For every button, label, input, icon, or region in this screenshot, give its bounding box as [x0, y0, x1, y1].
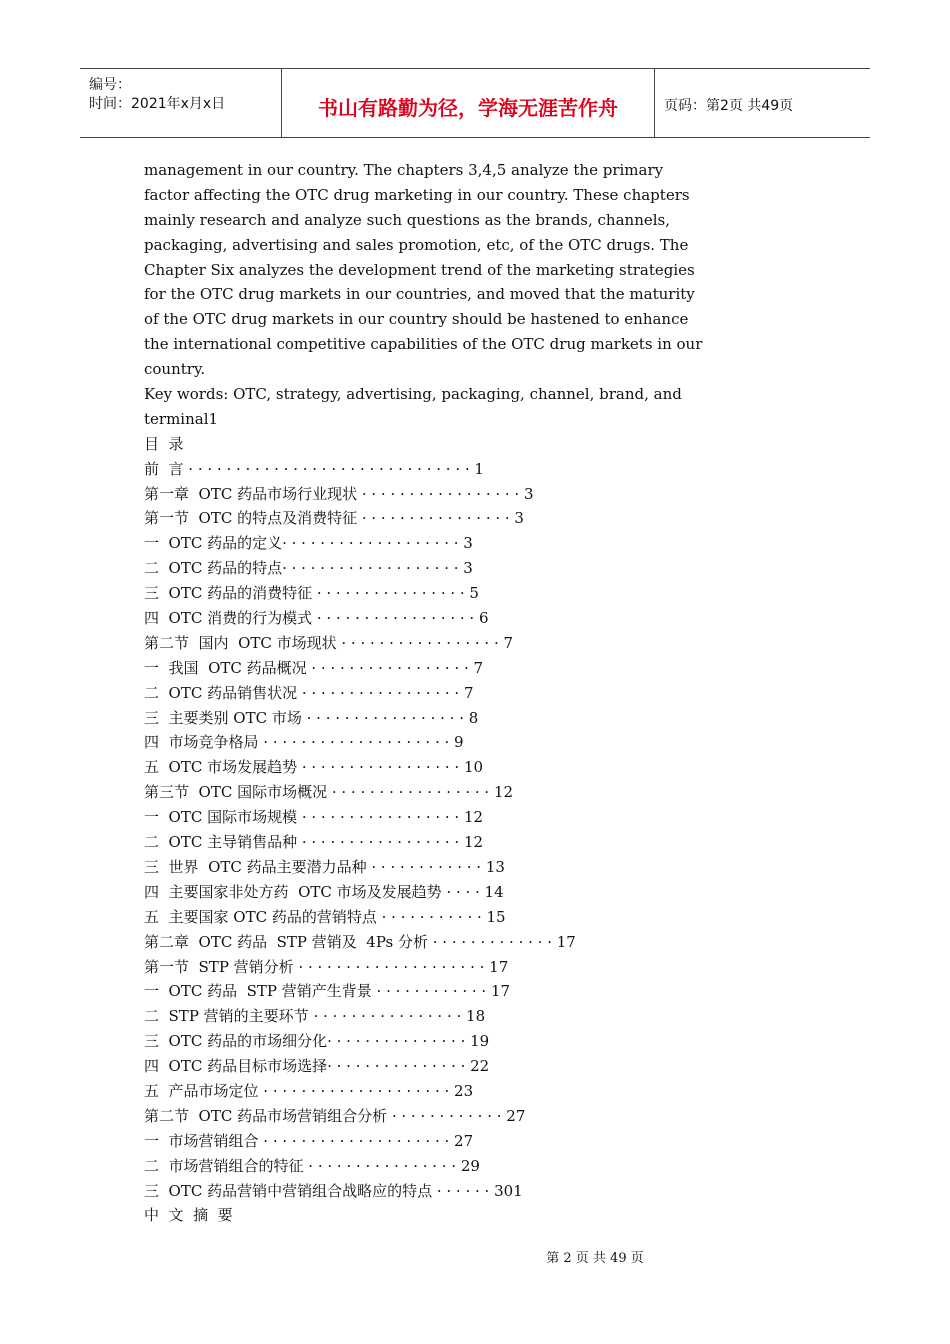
- text-line: 三 OTC 药品营销中营销组合战略应的特点 · · · · · · 301: [144, 1181, 523, 1200]
- page-header: [80, 68, 870, 138]
- text-line: 四 OTC 消费的行为模式 · · · · · · · · · · · · · · · · · 6: [144, 609, 489, 628]
- text-line: 中 文 摘 要: [144, 1206, 233, 1225]
- text-line: 二 STP 营销的主要环节 · · · · · · · · · · · · · · · · 18: [144, 1007, 486, 1026]
- text-line: 前 言 · · · · · · · · · · · · · · · · · · · · · · · · · · · · · · 1: [144, 459, 484, 478]
- text-line: 五 OTC 市场发展趋势 · · · · · · · · · · · · · · · · · 10: [144, 758, 484, 777]
- text-line: 一 我国 OTC 药品概况 · · · · · · · · · · · · · · · · · 7: [144, 658, 484, 677]
- text-line: 第二章 OTC 药品 STP 营销及 4Ps 分析 · · · · · · · · · · · · · 17: [144, 932, 576, 951]
- text-line: 二 OTC 主导销售品种 · · · · · · · · · · · · · · · · · 12: [144, 833, 484, 852]
- text-line: mainly research and analyze such questions as the brands, channels,: [144, 210, 670, 229]
- text-line: 五 主要国家 OTC 药品的营销特点 · · · · · · · · · · · 15: [144, 907, 506, 926]
- text-line: 第一节 OTC 的特点及消费特征 · · · · · · · · · · · · · · · · 3: [144, 509, 524, 528]
- page-footer: 第 2 页 共 49 页: [546, 1251, 644, 1266]
- text-line: 二 市场营销组合的特征 · · · · · · · · · · · · · · · · 29: [144, 1156, 480, 1175]
- text-line: 一 市场营销组合 · · · · · · · · · · · · · · · · · · · · 27: [144, 1131, 474, 1150]
- time-label: 时间：2021年x月x日: [89, 96, 226, 112]
- text-line: 一 OTC 国际市场规模 · · · · · · · · · · · · · · · · · 12: [144, 808, 484, 827]
- text-line: packaging, advertising and sales promotion, etc, of the OTC drugs. The: [144, 235, 689, 254]
- text-line: 四 市场竞争格局 · · · · · · · · · · · · · · · · · · · · 9: [144, 733, 464, 752]
- text-line: of the OTC drug markets in our country should be hastened to enhance: [144, 310, 689, 329]
- text-line: 四 OTC 药品目标市场选择· · · · · · · · · · · · · · · 22: [144, 1057, 490, 1076]
- text-line: 五 产品市场定位 · · · · · · · · · · · · · · · · · · · · 23: [144, 1081, 474, 1100]
- header-meta-cell: [80, 69, 282, 137]
- text-line: the international competitive capabilities of the OTC drug markets in our: [144, 335, 703, 354]
- text-line: management in our country. The chapters 3,4,5 analyze the primary: [144, 161, 664, 179]
- text-line: 四 主要国家非处方药 OTC 市场及发展趋势 · · · · 14: [144, 882, 504, 901]
- text-line: 二 OTC 药品销售状况 · · · · · · · · · · · · · · · · · 7: [144, 683, 474, 702]
- text-line: 第三节 OTC 国际市场概况 · · · · · · · · · · · · · · · · · 12: [144, 783, 514, 802]
- text-line: 三 主要类别 OTC 市场 · · · · · · · · · · · · · · · · · 8: [144, 708, 479, 727]
- text-line: 一 OTC 药品 STP 营销产生背景 · · · · · · · · · · · · 17: [144, 982, 511, 1001]
- text-line: for the OTC drug markets in our countries, and moved that the maturity: [144, 285, 695, 304]
- text-line: 第一节 STP 营销分析 · · · · · · · · · · · · · · · · · · · · 17: [144, 957, 509, 976]
- header-page-number: 页码：第2页 共49页: [664, 98, 794, 114]
- header-motto: 书山有路勤为径，学海无涯苦作舟: [318, 96, 618, 120]
- serial-number-label: 编号：: [89, 77, 131, 93]
- document-body: [144, 158, 703, 1228]
- text-line: 第一章 OTC 药品市场行业现状 · · · · · · · · · · · · · · · · · 3: [144, 484, 534, 503]
- text-line: Chapter Six analyzes the development trend of the marketing strategies: [144, 260, 695, 279]
- text-line: 一 OTC 药品的定义· · · · · · · · · · · · · · · · · · · 3: [144, 534, 473, 553]
- text-line: factor affecting the OTC drug marketing in our country. These chapters: [144, 185, 690, 204]
- text-line: Key words: OTC, strategy, advertising, packaging, channel, brand, and: [144, 385, 682, 404]
- text-line: 第二节 国内 OTC 市场现状 · · · · · · · · · · · · · · · · · 7: [144, 633, 514, 652]
- header-motto-cell: [282, 69, 655, 137]
- text-line: 二 OTC 药品的特点· · · · · · · · · · · · · · · · · · · 3: [144, 559, 473, 578]
- text-line: country.: [144, 360, 206, 379]
- text-line: 第二节 OTC 药品市场营销组合分析 · · · · · · · · · · · · 27: [144, 1106, 526, 1125]
- text-line: 三 世界 OTC 药品主要潜力品种 · · · · · · · · · · · · 13: [144, 857, 505, 876]
- text-line: 三 OTC 药品的消费特征 · · · · · · · · · · · · · · · · 5: [144, 584, 479, 603]
- text-line: 三 OTC 药品的市场细分化· · · · · · · · · · · · · · · 19: [144, 1032, 490, 1051]
- text-line: 目 录: [144, 434, 184, 453]
- header-page-cell: [655, 69, 870, 137]
- text-line: terminal1: [144, 409, 219, 428]
